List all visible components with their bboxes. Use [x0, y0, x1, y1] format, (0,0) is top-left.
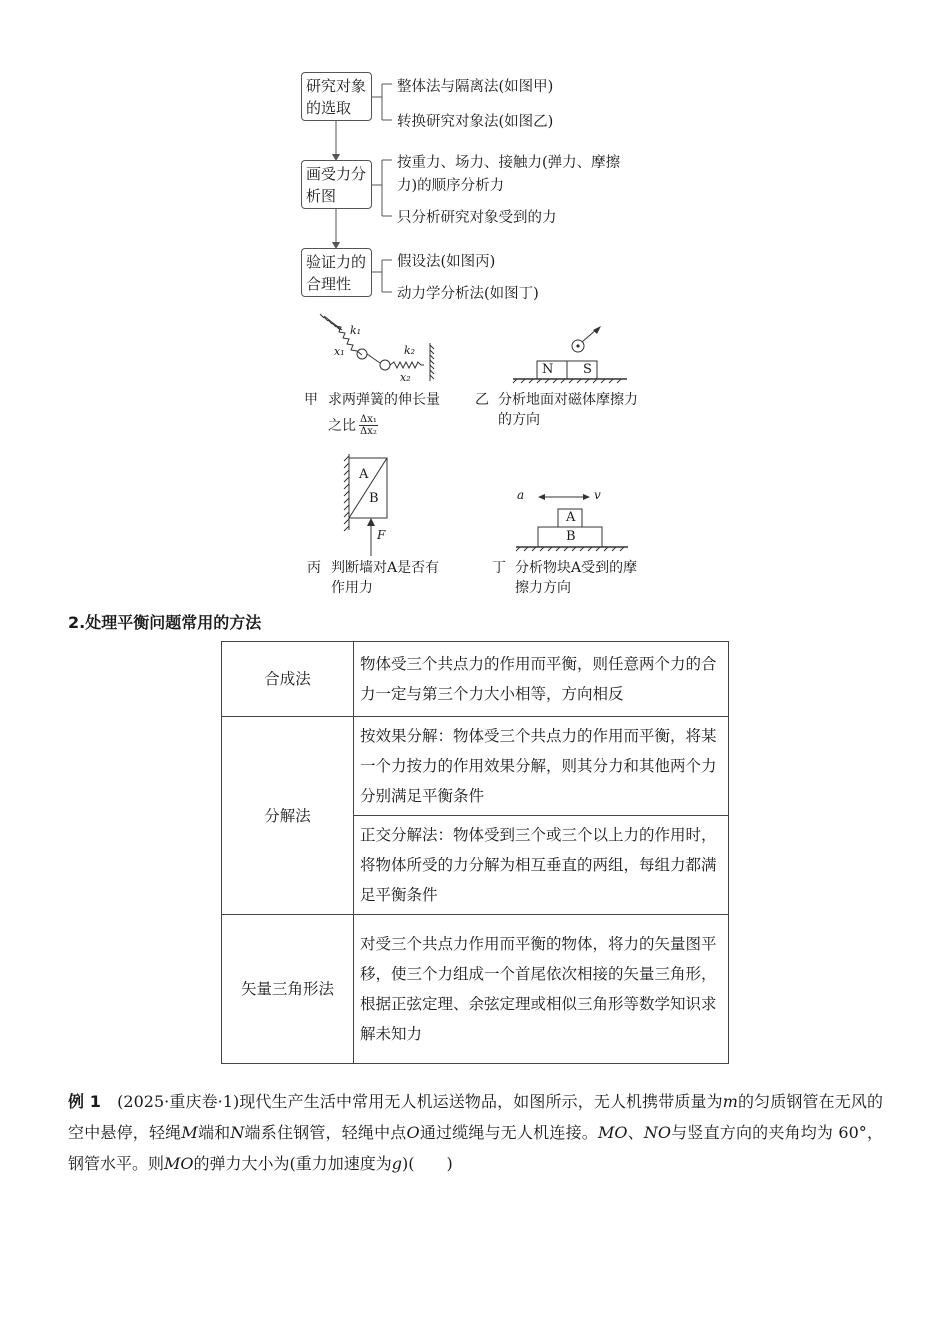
- jia-k1: k₁: [350, 324, 362, 337]
- flow-step3-line1: 验证力的: [306, 253, 367, 271]
- ding-caption-line1: 分析物块A受到的摩: [515, 560, 638, 576]
- flow-step1-branch-1: 整体法与隔离法(如图甲): [397, 79, 554, 95]
- method-desc: 对受三个共点力作用而平衡的物体，将力的矢量图平移，使三个力组成一个首尾依次相接的矢量三角形，根据正弦定理、余弦定理或相似三角形等数学知识求解未知力: [354, 915, 729, 1064]
- example-text: 通过缆绳与无人机连接。: [419, 1123, 598, 1142]
- jia-x2: x₂: [400, 371, 411, 384]
- method-desc: 物体受三个共点力的作用而平衡，则任意两个力的合力一定与第三个力大小相等，方向相反: [354, 642, 729, 717]
- var-m: m: [722, 1092, 738, 1111]
- flow-step-select-object: [301, 72, 372, 121]
- yi-n: N: [542, 362, 554, 377]
- flow-step-verify-force: [301, 248, 372, 297]
- flow-step2-branch-2: 只分析研究对象受到的力: [397, 210, 557, 226]
- flow-step3-branch-2: 动力学分析法(如图丁): [397, 286, 539, 302]
- method-name: 矢量三角形法: [222, 915, 354, 1064]
- ding-acc: a: [517, 488, 525, 502]
- method-desc: 按效果分解：物体受三个共点力的作用而平衡，将某一个力按力的作用效果分解，则其分力和其他两个力分别满足平衡条件: [354, 717, 729, 816]
- var-O: O: [406, 1123, 420, 1142]
- example-text: 与竖直方向的夹角均为 60°，钢管水平。则: [68, 1123, 883, 1173]
- flow-step-force-diagram: [301, 160, 372, 209]
- ding-caption-line2: 擦力方向: [515, 580, 571, 596]
- var-M: M: [181, 1123, 198, 1142]
- flow-step2-line1: 画受力分: [306, 165, 367, 183]
- flow-step3-line2: 合理性: [306, 275, 352, 293]
- yi-label: 乙: [475, 392, 489, 408]
- jia-frac-den: Δx₂: [360, 426, 377, 437]
- var-NO: NO: [643, 1123, 671, 1142]
- jia-k2: k₂: [404, 344, 416, 357]
- jia-caption-line1: 求两弹簧的伸长量: [328, 392, 440, 408]
- flow-step1-branch-2: 转换研究对象法(如图乙): [397, 114, 554, 130]
- jia-frac-num: Δx₁: [360, 414, 377, 425]
- table-row: [222, 915, 729, 1064]
- ding-label: 丁: [492, 560, 506, 576]
- yi-s: S: [583, 362, 592, 377]
- jia-fraction: [359, 414, 378, 437]
- flow-step2-line2: 析图: [306, 187, 337, 205]
- figure-jia-springs: [300, 308, 450, 393]
- table-row: [222, 717, 729, 816]
- example-text: 、: [627, 1123, 644, 1142]
- example-text: 的匀质钢管在无风的空中悬停，轻绳: [68, 1092, 883, 1142]
- yi-caption-line2: 的方向: [498, 412, 540, 428]
- ding-vel: v: [594, 488, 601, 502]
- method-desc: 正交分解法：物体受到三个或三个以上力的作用时，将物体所受的力分解为相互垂直的两组，每组力都满足平衡条件: [354, 816, 729, 915]
- flow-step1-line2: 的选取: [306, 99, 352, 117]
- bing-label: 丙: [307, 560, 321, 576]
- ding-a: A: [566, 510, 576, 525]
- example-text: 端和: [197, 1123, 231, 1142]
- table-row: [222, 642, 729, 717]
- jia-label: 甲: [304, 392, 318, 408]
- bing-caption-line2: 作用力: [331, 580, 373, 596]
- bing-b: B: [369, 491, 379, 506]
- ding-b: B: [566, 529, 576, 544]
- jia-caption-line2: [328, 414, 378, 437]
- example-text: 现代生产生活中常用无人机运送物品，如图所示，无人机携带质量为: [239, 1092, 723, 1111]
- var-g: g: [391, 1154, 403, 1173]
- example-text: 的弹力大小为(重力加速度为: [193, 1154, 392, 1173]
- flow-step3-branch-1: 假设法(如图丙): [397, 254, 496, 270]
- var-MO: MO: [164, 1154, 194, 1173]
- flow-step2-branch-1-line2: 力)的顺序分析力: [397, 178, 505, 194]
- example-text: 端系住钢管，轻绳中点: [244, 1123, 407, 1142]
- example-source: (2025·重庆卷·1): [117, 1092, 240, 1111]
- method-name: 合成法: [222, 642, 354, 717]
- example-problem: [68, 1086, 883, 1179]
- section-title: 2.处理平衡问题常用的方法: [68, 613, 262, 632]
- figure-yi-magnet: [505, 318, 635, 388]
- yi-caption-line1: 分析地面对磁体摩擦力: [498, 392, 638, 408]
- flow-step2-branch-1-line1: 按重力、场力、接触力(弹力、摩擦: [397, 155, 621, 171]
- var-MO: MO: [597, 1123, 628, 1142]
- bing-caption-line1: 判断墙对A是否有: [331, 560, 440, 576]
- methods-table: [221, 641, 729, 1064]
- example-text: )( ): [402, 1154, 453, 1173]
- flow-step1-line1: 研究对象: [306, 77, 367, 95]
- jia-x1: x₁: [334, 345, 345, 358]
- jia-caption-prefix: 之比: [328, 417, 356, 434]
- var-N: N: [230, 1123, 245, 1142]
- bing-a: A: [359, 467, 369, 482]
- bing-f: F: [377, 528, 386, 542]
- example-label: 例 1: [68, 1092, 101, 1111]
- method-name: 分解法: [222, 717, 354, 915]
